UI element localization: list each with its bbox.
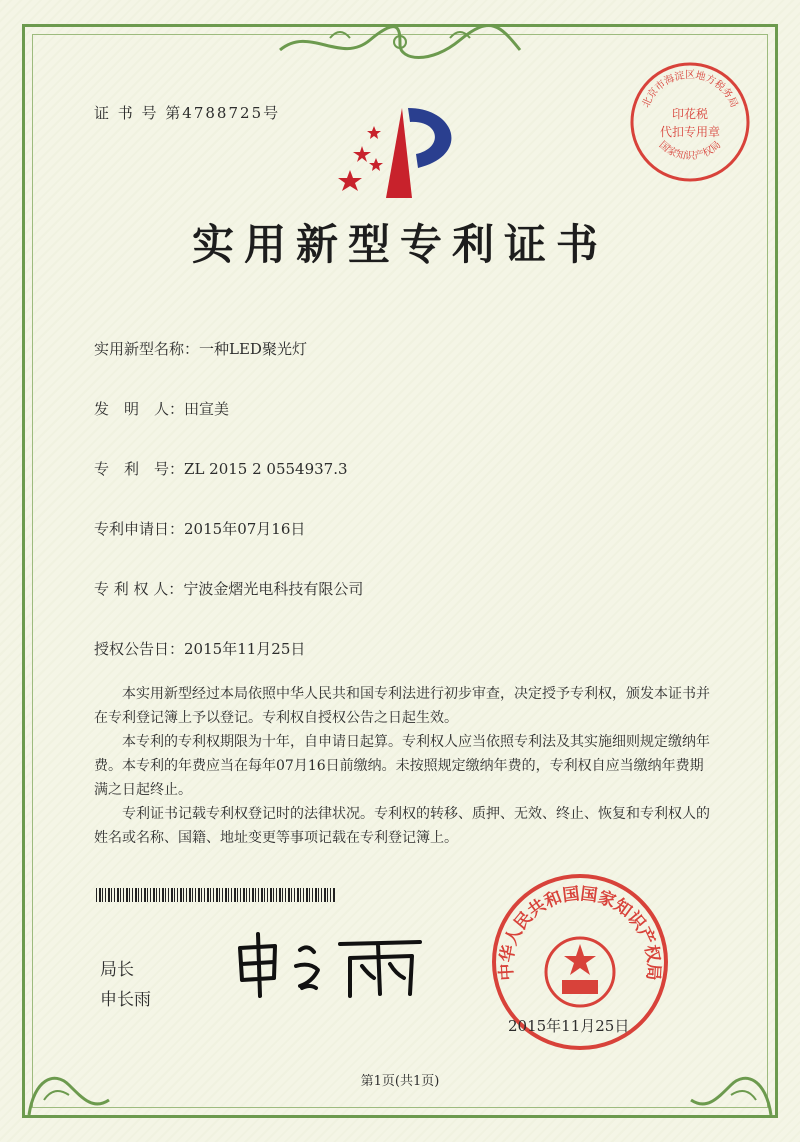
- field-value: 一种LED聚光灯: [199, 340, 307, 358]
- field-inventor: [94, 398, 229, 419]
- field-value: 宁波金熠光电科技有限公司: [183, 580, 364, 598]
- field-value: 2015年07月16日: [184, 520, 306, 538]
- tax-stamp-line-2: 代扣专用章: [659, 125, 721, 139]
- field-label: 授权公告日：: [94, 640, 185, 658]
- field-value: 田宣美: [184, 400, 230, 418]
- tax-stamp-line-1: 印花税: [671, 107, 709, 121]
- issue-date: 2015年11月25日: [508, 1017, 630, 1035]
- tax-stamp-bottom-text: 国家知识产权局: [656, 139, 724, 163]
- director-signature: [230, 930, 430, 1000]
- field-grant-date: [94, 638, 305, 659]
- certificate-number: 证 书 号 第4788725号: [94, 104, 281, 122]
- top-ornament: [270, 20, 530, 70]
- svg-text:国家知识产权局: [657, 139, 724, 162]
- field-filing-date: [94, 518, 305, 539]
- tax-stamp-arc-text: 北京市海淀区地方税务局: [640, 70, 740, 110]
- certificate-title: 实用新型专利证书: [191, 220, 608, 269]
- official-seal-text: 中华人民共和国国家知识产权局: [496, 884, 664, 981]
- field-label: 实用新型名称：: [94, 340, 200, 358]
- field-value: ZL 2015 2 0554937.3: [184, 460, 348, 478]
- director-title: 局长: [100, 960, 134, 980]
- director-name: 申长雨: [100, 990, 151, 1010]
- body-paragraph-1: 本实用新型经过本局依照中华人民共和国专利法进行初步审查，决定授予专利权，颁发本证书并在专利登记簿上予以登记。专利权自授权公告之日起生效。: [94, 686, 710, 726]
- body-paragraph-2: 本专利的专利权期限为十年，自申请日起算。专利权人应当依照专利法及其实施细则规定缴纳年费。本专利的年费应当在每年07月16日前缴纳。未按照规定缴纳年费的，专利权自应当缴纳年费期满之日起终止。: [94, 734, 710, 798]
- tax-stamp: [628, 60, 752, 184]
- body-paragraph-3: 专利证书记载专利权登记时的法律状况。专利权的转移、质押、无效、终止、恢复和专利权人的姓名或名称、国籍、地址变更等事项记载在专利登记簿上。: [94, 806, 710, 846]
- page-indicator: 第1页(共1页): [360, 1074, 440, 1089]
- field-label: 专 利 号：: [94, 460, 185, 478]
- body-text: [94, 682, 712, 850]
- field-label: 专 利 权 人：: [94, 580, 184, 598]
- field-patentee: [94, 578, 363, 599]
- field-label: 发 明 人：: [94, 400, 185, 418]
- field-utility-name: [94, 338, 307, 359]
- field-patent-number: [94, 458, 348, 479]
- barcode: [96, 888, 336, 902]
- field-value: 2015年11月25日: [184, 640, 306, 658]
- sipo-logo: [336, 100, 466, 200]
- field-label: 专利申请日：: [94, 520, 185, 538]
